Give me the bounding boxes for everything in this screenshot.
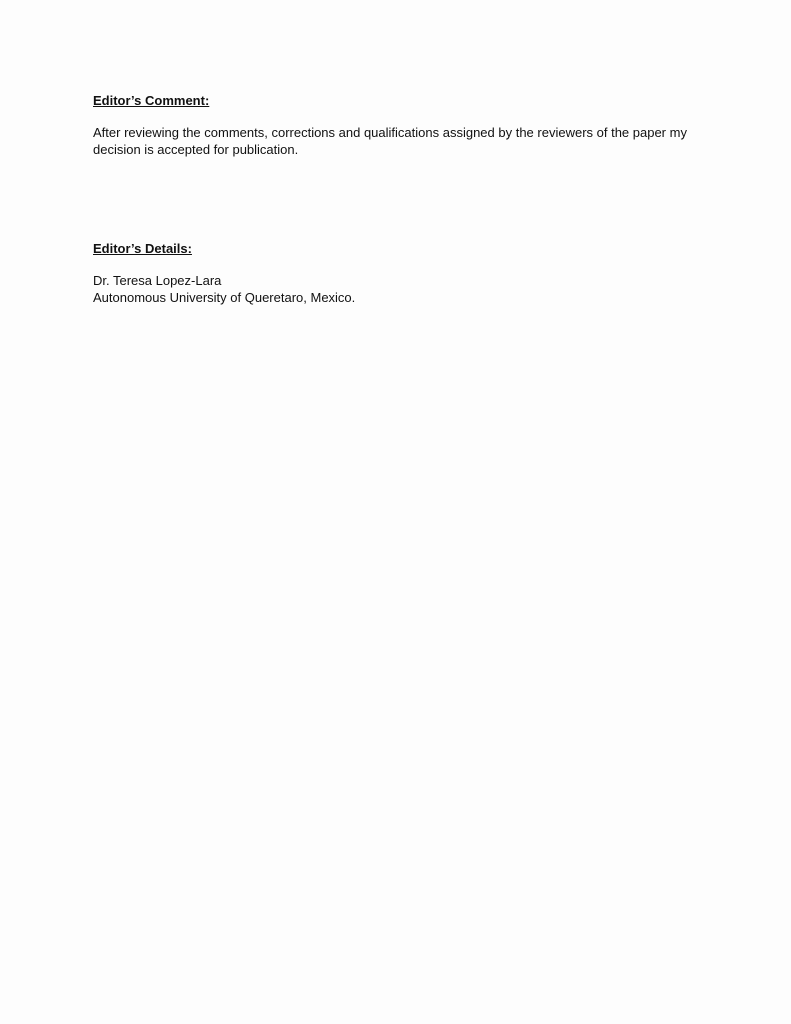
editor-affiliation: Autonomous University of Queretaro, Mexico. <box>93 289 356 305</box>
editor-details-section <box>93 241 713 306</box>
editor-details-heading: Editor’s Details: <box>93 241 192 256</box>
editor-details-block <box>93 273 713 306</box>
editor-comment-section <box>93 93 713 158</box>
editor-comment-heading: Editor’s Comment: <box>93 93 210 108</box>
editor-comment-text: After reviewing the comments, corrections and qualifications assigned by the reviewers of the paper my decision is accepted for publication. <box>93 125 687 157</box>
editor-name: Dr. Teresa Lopez-Lara <box>93 273 222 288</box>
